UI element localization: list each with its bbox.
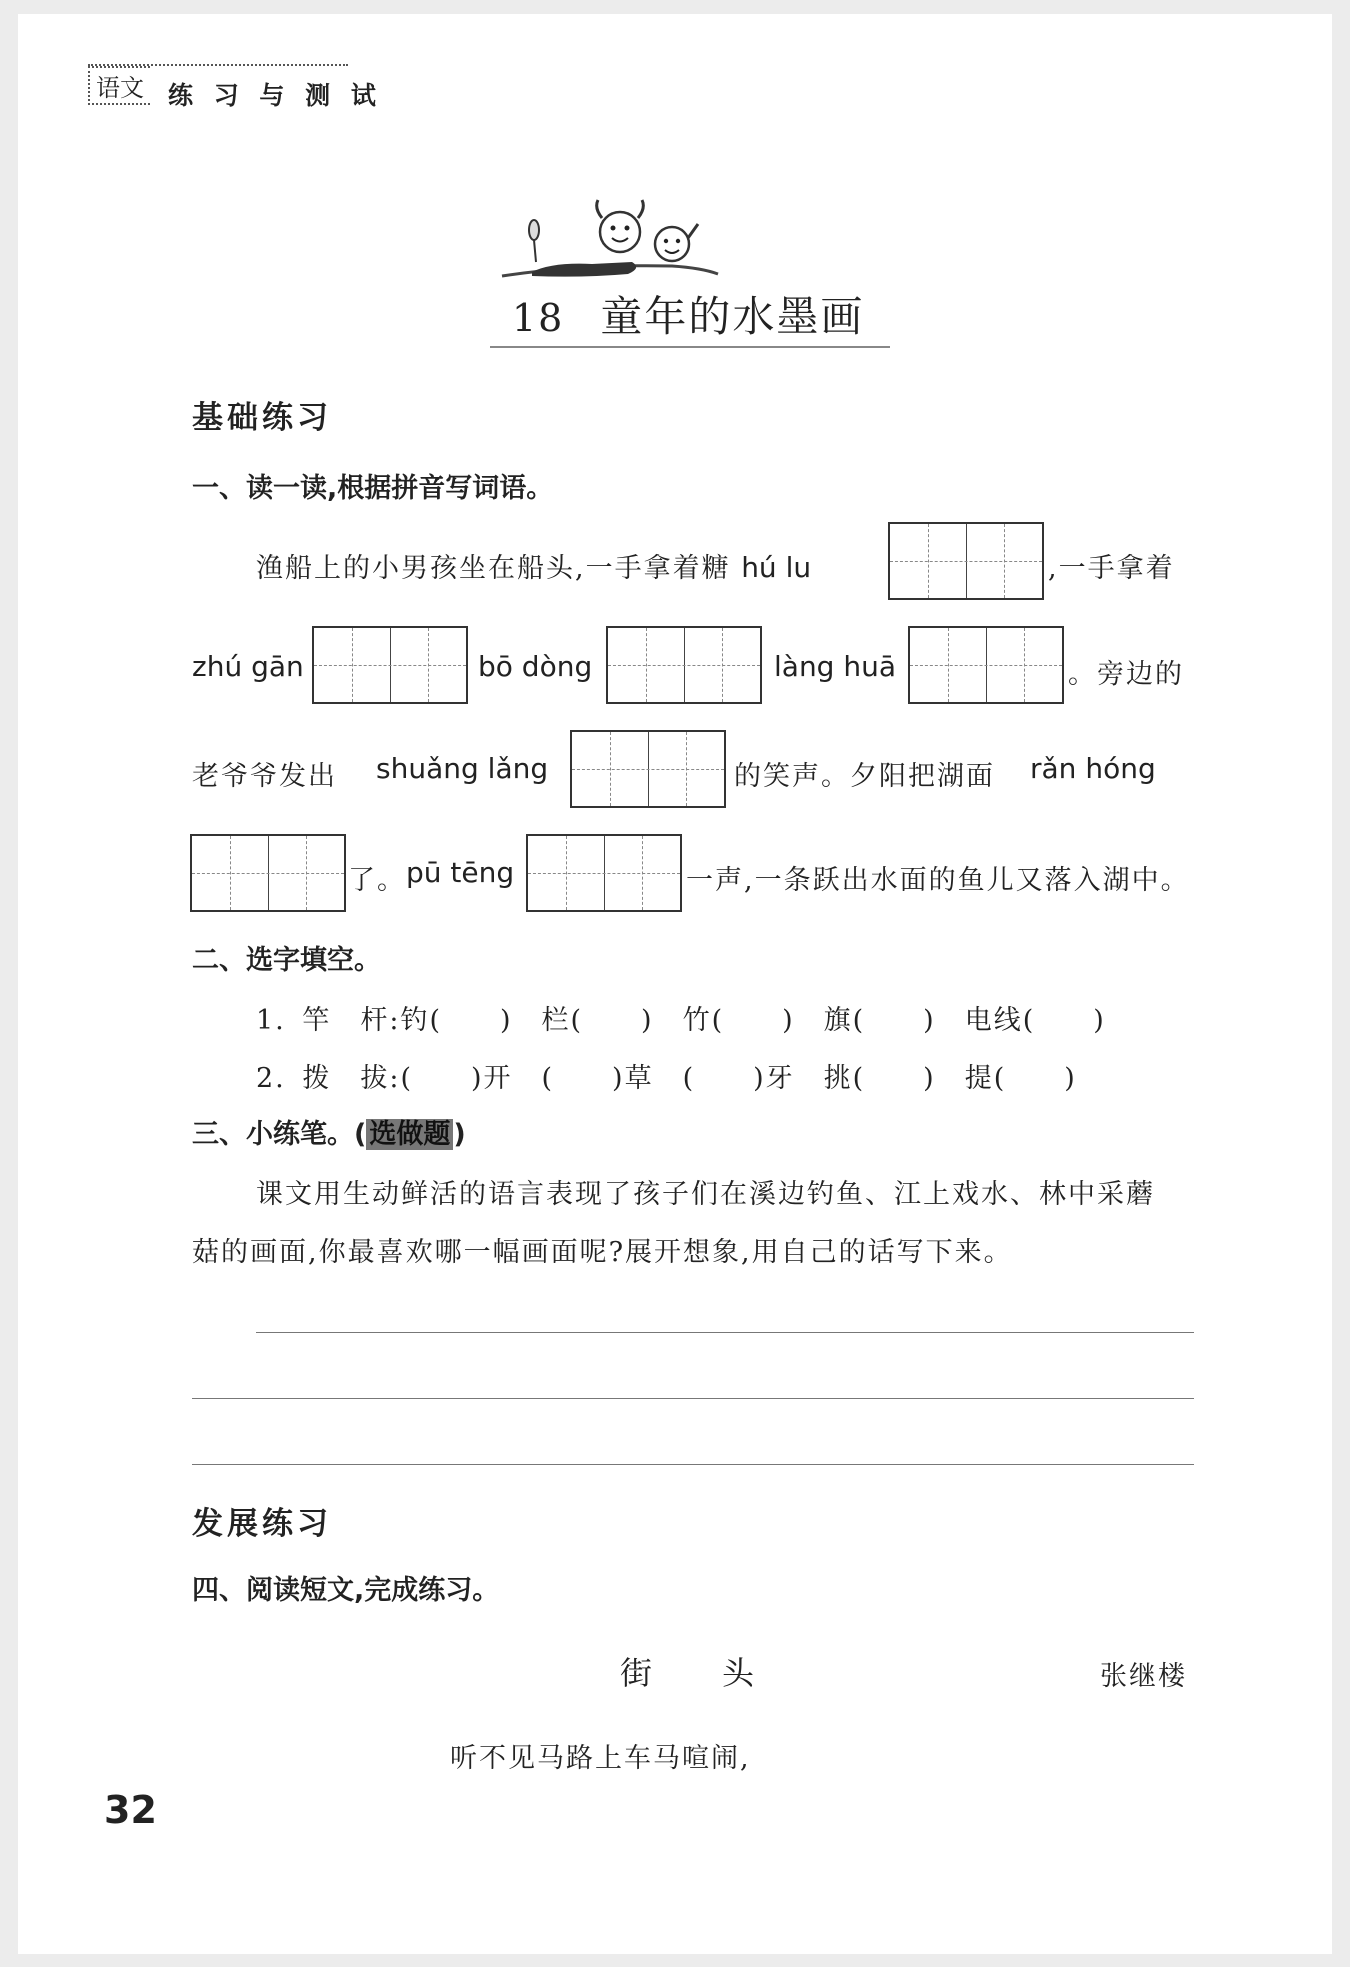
answer-box-hulu[interactable]	[888, 522, 1044, 600]
header-subject: 语文	[88, 66, 150, 105]
q1-line2-tail: 。旁边的	[1068, 659, 1184, 690]
answer-box-shuanglang[interactable]	[570, 730, 726, 808]
writing-line-2[interactable]	[192, 1398, 1194, 1399]
q1-line1-tail: ,一手拿着	[1048, 553, 1175, 584]
q3-paragraph-2: 菇的画面,你最喜欢哪一幅画面呢?展开想象,用自己的话写下来。	[192, 1237, 1013, 1268]
q1-line3-mid: 的笑声。夕阳把湖面	[734, 761, 995, 792]
pinyin-puteng: pū tēng	[406, 856, 515, 889]
writing-line-3[interactable]	[192, 1464, 1194, 1465]
pinyin-shuanglang: shuǎng lǎng	[376, 752, 549, 785]
answer-box-ranhong[interactable]	[190, 834, 346, 912]
children-illustration-icon	[492, 192, 720, 292]
pinyin-zhugan: zhú gān	[192, 650, 304, 683]
q4-heading: 四、阅读短文,完成练习。	[192, 1575, 500, 1606]
q1-line4-tail: 一声,一条跃出水面的鱼儿又落入湖中。	[686, 865, 1190, 896]
poem-title: 街 头	[620, 1654, 757, 1692]
answer-box-zhugan[interactable]	[312, 626, 468, 704]
answer-box-bodong[interactable]	[606, 626, 762, 704]
lesson-title-text: 童年的水墨画	[600, 292, 865, 341]
pinyin-bodong: bō dòng	[478, 650, 593, 683]
writing-line-1[interactable]	[256, 1332, 1194, 1333]
q1-line3-start: 老爷爷发出	[192, 761, 337, 792]
q3-heading-end: )	[453, 1119, 466, 1150]
poem-line-1: 听不见马路上车马喧闹,	[450, 1743, 751, 1774]
answer-box-langhua[interactable]	[908, 626, 1064, 704]
section-basic-heading: 基础练习	[192, 400, 332, 436]
page-number: 32	[104, 1788, 157, 1832]
pinyin-langhua: làng huā	[774, 650, 897, 683]
q3-paragraph-1: 课文用生动鲜活的语言表现了孩子们在溪边钓鱼、江上戏水、林中采蘑	[256, 1179, 1155, 1210]
q3-heading	[192, 1112, 466, 1151]
answer-box-puteng[interactable]	[526, 834, 682, 912]
q2-heading: 二、选字填空。	[192, 945, 381, 976]
pinyin-hulu: hú lu	[741, 551, 812, 584]
section-develop-heading: 发展练习	[192, 1506, 332, 1542]
q1-heading: 一、读一读,根据拼音写词语。	[192, 473, 554, 504]
q2-row2: 2. 拨 拔:( )开 ( )草 ( )牙 挑( ) 提( )	[256, 1063, 1077, 1094]
q1-line1-text	[256, 546, 811, 585]
poem-author: 张继楼	[1100, 1661, 1187, 1692]
q2-row1: 1. 竿 杆:钓( ) 栏( ) 竹( ) 旗( ) 电线( )	[256, 1005, 1106, 1036]
q3-heading-text: 三、小练笔。(	[192, 1119, 367, 1150]
lesson-title	[512, 284, 864, 344]
lesson-number: 18	[512, 296, 565, 340]
optional-tag: 选做题	[366, 1119, 453, 1150]
header-book-title: 练 习 与 测 试	[168, 81, 382, 110]
q1-line4-mid: 了。	[348, 865, 406, 896]
pinyin-ranhong: rǎn hóng	[1030, 752, 1156, 785]
title-underline	[490, 346, 890, 348]
q1-line1-start: 渔船上的小男孩坐在船头,一手拿着糖	[256, 553, 731, 584]
